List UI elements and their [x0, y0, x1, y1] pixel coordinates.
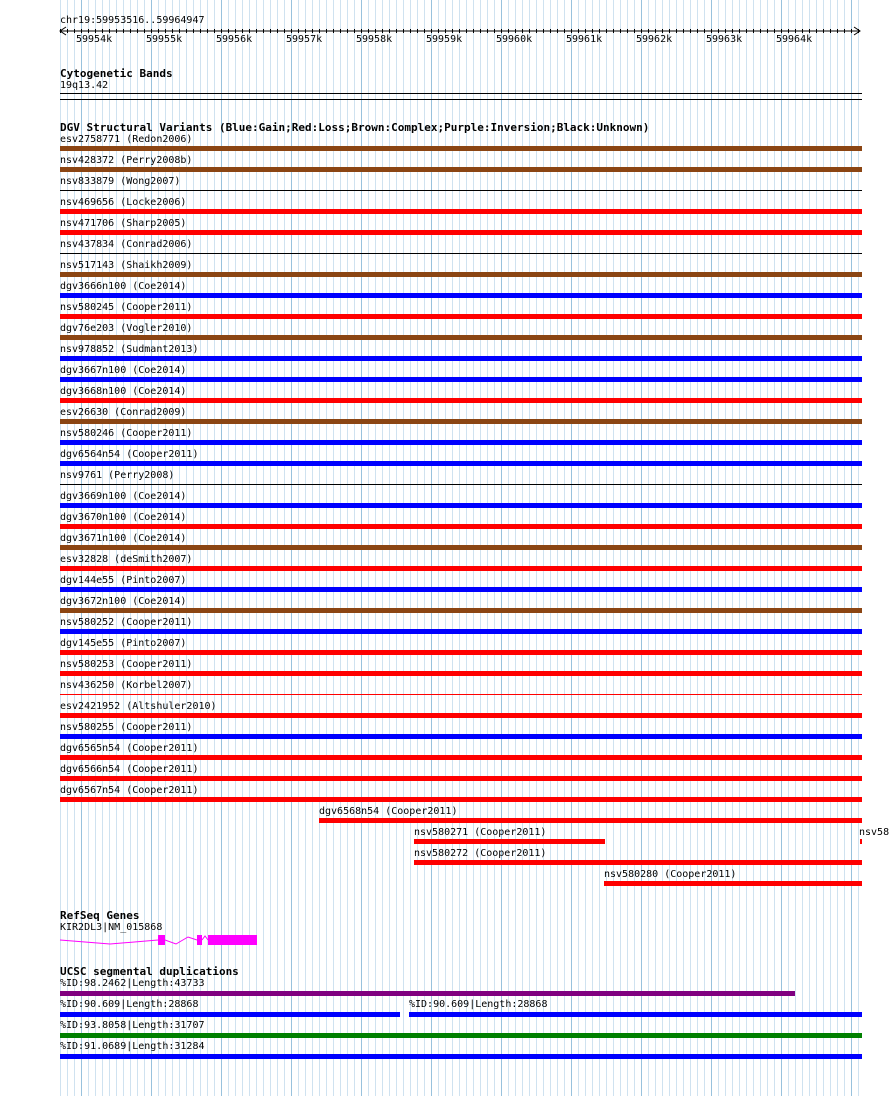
dgv-feature-label[interactable]: dgv6564n54 (Cooper2011): [60, 449, 199, 460]
dgv-feature-label[interactable]: esv26630 (Conrad2009): [60, 407, 187, 418]
dgv-feature-label[interactable]: nsv517143 (Shaikh2009): [60, 260, 193, 271]
dgv-feature-label[interactable]: nsv580246 (Cooper2011): [60, 428, 193, 439]
location-label: chr19:59953516..59964947: [60, 15, 205, 26]
dgv-feature-bar[interactable]: [319, 818, 862, 823]
ruler-tick-label: 59958k: [356, 34, 393, 45]
dgv-feature-label[interactable]: nsv580245 (Cooper2011): [60, 302, 193, 313]
dgv-feature-label[interactable]: dgv6567n54 (Cooper2011): [60, 785, 199, 796]
dgv-feature-bar[interactable]: [60, 587, 862, 592]
dgv-feature-bar[interactable]: [60, 776, 862, 781]
dgv-feature-label[interactable]: esv2421952 (Altshuler2010): [60, 701, 217, 712]
dgv-feature-label[interactable]: dgv3667n100 (Coe2014): [60, 365, 187, 376]
dgv-feature-label[interactable]: nsv833879 (Wong2007): [60, 176, 181, 187]
segdup-label[interactable]: %ID:91.0689|Length:31284: [60, 1041, 205, 1052]
dgv-feature-label[interactable]: dgv3666n100 (Coe2014): [60, 281, 187, 292]
dgv-feature-bar[interactable]: [60, 335, 862, 340]
dgv-feature-bar[interactable]: [604, 881, 862, 886]
dgv-feature-bar[interactable]: [60, 629, 862, 634]
dgv-feature-label[interactable]: dgv3670n100 (Coe2014): [60, 512, 187, 523]
dgv-feature-label[interactable]: nsv580252 (Cooper2011): [60, 617, 193, 628]
dgv-feature-bar[interactable]: [60, 440, 862, 445]
dgv-feature-bar[interactable]: [60, 209, 862, 214]
cyto-band-top: [60, 93, 862, 94]
segdup-label[interactable]: %ID:98.2462|Length:43733: [60, 978, 205, 989]
dgv-feature-label[interactable]: dgv3672n100 (Coe2014): [60, 596, 187, 607]
segdup-bar[interactable]: [409, 1012, 862, 1017]
dgv-feature-label[interactable]: dgv6566n54 (Cooper2011): [60, 764, 199, 775]
dgv-feature-label[interactable]: nsv580255 (Cooper2011): [60, 722, 193, 733]
dgv-feature-bar[interactable]: [60, 146, 862, 151]
dgv-feature-label[interactable]: esv2758771 (Redon2006): [60, 134, 193, 145]
dgv-feature-label[interactable]: dgv145e55 (Pinto2007): [60, 638, 187, 649]
cyto-band-bottom: [60, 99, 862, 100]
dgv-feature-bar[interactable]: [60, 398, 862, 403]
segdup-label[interactable]: %ID:93.8058|Length:31707: [60, 1020, 205, 1031]
dgv-feature-label[interactable]: dgv144e55 (Pinto2007): [60, 575, 187, 586]
dgv-feature-label[interactable]: nsv428372 (Perry2008b): [60, 155, 193, 166]
dgv-feature-bar[interactable]: [60, 419, 862, 424]
dgv-feature-label[interactable]: dgv3668n100 (Coe2014): [60, 386, 187, 397]
dgv-feature-label[interactable]: nsv580271 (Cooper2011): [414, 827, 547, 838]
dgv-feature-label[interactable]: nsv9761 (Perry2008): [60, 470, 175, 481]
dgv-feature-label[interactable]: dgv3669n100 (Coe2014): [60, 491, 187, 502]
dgv-feature-label[interactable]: nsv978852 (Sudmant2013): [60, 344, 199, 355]
dgv-feature-bar[interactable]: [60, 713, 862, 718]
dgv-feature-bar[interactable]: [60, 293, 862, 298]
ruler-tick-label: 59960k: [496, 34, 533, 45]
dgv-feature-bar[interactable]: [414, 860, 862, 865]
dgv-feature-bar[interactable]: [60, 272, 862, 277]
dgv-feature-bar[interactable]: [60, 755, 862, 760]
dgv-feature-label[interactable]: nsv58: [859, 827, 890, 838]
dgv-feature-bar[interactable]: [60, 566, 862, 571]
dgv-feature-bar[interactable]: [60, 230, 862, 235]
ruler-tick-label: 59964k: [776, 34, 813, 45]
dgv-feature-label[interactable]: nsv469656 (Locke2006): [60, 197, 187, 208]
segdup-track-title: UCSC segmental duplications: [60, 965, 239, 978]
refseq-track-title: RefSeq Genes: [60, 909, 140, 922]
dgv-feature-bar[interactable]: [60, 545, 862, 550]
dgv-feature-bar[interactable]: [60, 167, 862, 172]
ruler-tick-label: 59957k: [286, 34, 323, 45]
dgv-feature-bar[interactable]: [60, 503, 862, 508]
dgv-feature-bar[interactable]: [60, 356, 862, 361]
dgv-feature-bar[interactable]: [60, 694, 862, 695]
dgv-feature-label[interactable]: dgv3671n100 (Coe2014): [60, 533, 187, 544]
dgv-feature-label[interactable]: nsv436250 (Korbel2007): [60, 680, 193, 691]
dgv-feature-bar[interactable]: [60, 484, 862, 485]
dgv-feature-bar[interactable]: [60, 734, 862, 739]
dgv-feature-label[interactable]: nsv580280 (Cooper2011): [604, 869, 737, 880]
ruler-tick-label: 59963k: [706, 34, 743, 45]
dgv-feature-label[interactable]: nsv580272 (Cooper2011): [414, 848, 547, 859]
dgv-feature-bar[interactable]: [60, 608, 862, 613]
dgv-feature-bar[interactable]: [60, 650, 862, 655]
dgv-feature-bar[interactable]: [414, 839, 605, 844]
dgv-feature-label[interactable]: dgv6565n54 (Cooper2011): [60, 743, 199, 754]
dgv-feature-bar[interactable]: [860, 839, 862, 844]
dgv-feature-label[interactable]: nsv580253 (Cooper2011): [60, 659, 193, 670]
dgv-track-title: DGV Structural Variants (Blue:Gain;Red:Loss;Brown:Complex;Purple:Inversion;Black:Unknown): [60, 121, 650, 134]
dgv-feature-bar[interactable]: [60, 253, 862, 254]
dgv-feature-label[interactable]: dgv76e203 (Vogler2010): [60, 323, 193, 334]
segdup-bar[interactable]: [60, 1012, 400, 1017]
cyto-band-label: 19q13.42: [60, 80, 109, 91]
segdup-bar[interactable]: [60, 1033, 862, 1038]
dgv-feature-label[interactable]: esv32828 (deSmith2007): [60, 554, 193, 565]
dgv-feature-bar[interactable]: [60, 671, 862, 676]
dgv-feature-label[interactable]: nsv471706 (Sharp2005): [60, 218, 187, 229]
dgv-feature-label[interactable]: dgv6568n54 (Cooper2011): [319, 806, 458, 817]
segdup-bar[interactable]: [60, 1054, 862, 1059]
ruler-tick-label: 59962k: [636, 34, 673, 45]
ruler-tick-label: 59959k: [426, 34, 463, 45]
dgv-feature-bar[interactable]: [60, 461, 862, 466]
ruler-tick-label: 59955k: [146, 34, 183, 45]
gene-label[interactable]: KIR2DL3|NM_015868: [60, 922, 163, 933]
ruler-tick-label: 59961k: [566, 34, 603, 45]
gene-model-KIR2DL3[interactable]: [0, 930, 890, 946]
dgv-feature-bar[interactable]: [60, 190, 862, 191]
dgv-feature-bar[interactable]: [60, 314, 862, 319]
ruler-tick-label: 59956k: [216, 34, 253, 45]
segdup-label[interactable]: %ID:90.609|Length:28868: [60, 999, 199, 1010]
cyto-track-title: Cytogenetic Bands: [60, 67, 173, 80]
dgv-feature-bar[interactable]: [60, 524, 862, 529]
dgv-feature-bar[interactable]: [60, 797, 862, 802]
segdup-label[interactable]: %ID:90.609|Length:28868: [409, 999, 548, 1010]
segdup-bar[interactable]: [60, 991, 795, 996]
dgv-feature-label[interactable]: nsv437834 (Conrad2006): [60, 239, 193, 250]
dgv-feature-bar[interactable]: [60, 377, 862, 382]
ruler-tick-label: 59954k: [76, 34, 113, 45]
